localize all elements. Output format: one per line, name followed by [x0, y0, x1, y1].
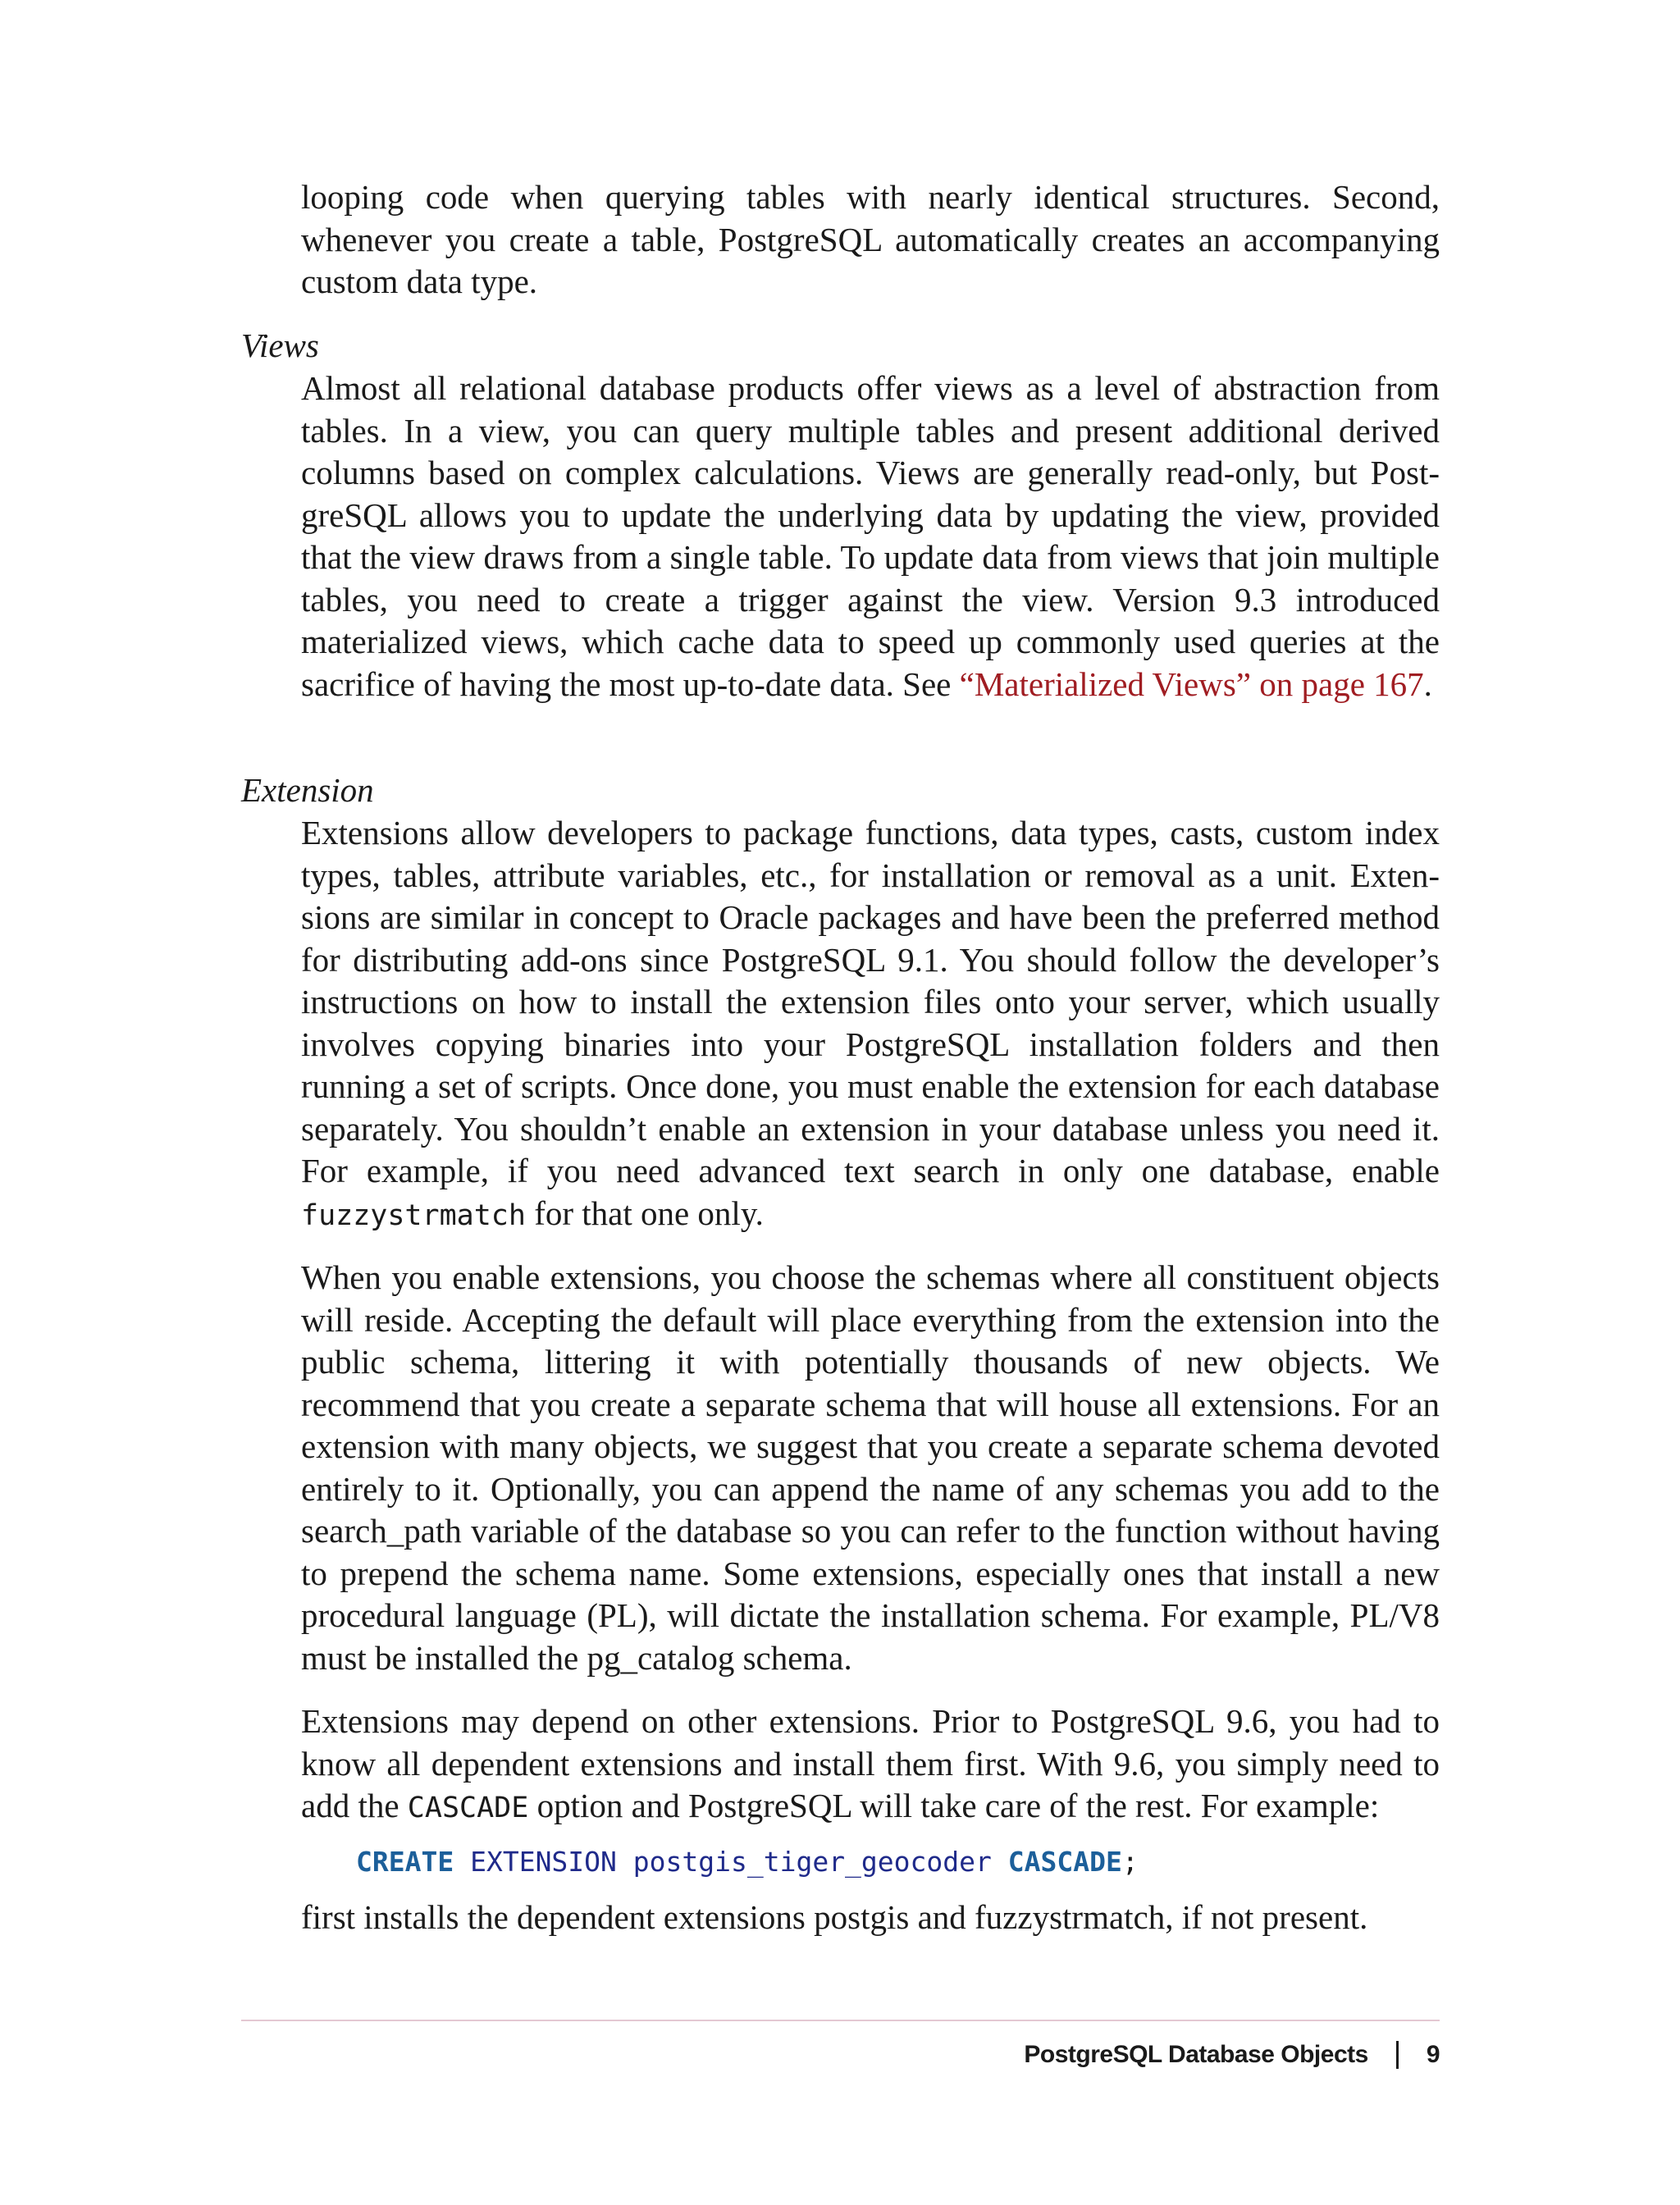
- types-text: looping code when querying tables with nearly identical structures. Second, whenever you create a table, PostgreSQL automatically creates an accompanying custom data type.: [301, 178, 1440, 300]
- extension-p2-text: When you enable extensions, you choose the schemas where all constituent objects will reside. Accepting the default will place everything from the extension into the public schema, littering it with potentially thousands of new objects. We recommend that you create a separate schema that will house all extensions. For an extension with many objects, we suggest that you create a separate schema devoted entirely to it. Optionally, you can append the name of any schemas you add to the search_path variable of the database so you can refer to the function without having to prepend the schema name. Some extensions, especially ones that install a new procedural language (PL), will dictate the installation schema. For example, PL/V8 must be installed the pg_catalog schema.: [301, 1258, 1440, 1677]
- extension-p4-text: first installs the dependent extensions postgis and fuzzystrmatch, if not present.: [301, 1898, 1368, 1936]
- extension-p3-text: Extensions may depend on other extensions. Prior to PostgreSQL 9.6, you had to know all dependent extensions and install them first. With 9.6, you simply need to add the: [301, 1702, 1440, 1824]
- code-keyword-extension: EXTENSION: [470, 1846, 617, 1878]
- views-text: [301, 368, 1440, 705]
- extension-p1-text: Extensions allow developers to package functions, data types, casts, custom index types, tables, attribute variables, etc., for installation or removal as a unit. Extensions are similar in concept to Oracle packages and have been the preferred method for distributing add-ons since PostgreSQL 9.1. You should follow the developer’s instructions on how to install the extension files onto your server, which usually involves copying binaries into your PostgreSQL installation folders and then running a set of scripts. Once done, you must enable the extension for each database separately. You shouldn’t enable an extension in your database unless you need it. For example, if you need advanced text search in only one database, enable: [301, 814, 1440, 1189]
- code-extension-name: postgis_tiger_geocoder: [632, 1846, 992, 1878]
- extension-p3: [301, 1701, 1440, 1830]
- footer-section-title: PostgreSQL Database Objects: [1024, 2041, 1368, 2068]
- extension-definition: [301, 812, 1440, 1237]
- views-definition: [301, 368, 1440, 705]
- materialized-views-link[interactable]: “Materialized Views” on page 167: [959, 664, 1424, 703]
- extension-p3-end: option and PostgreSQL will take care of the rest. For example:: [528, 1787, 1380, 1824]
- fuzzystrmatch-code: fuzzystrmatch: [301, 1198, 526, 1232]
- running-footer: [1024, 2041, 1440, 2069]
- code-keyword-create: CREATE: [356, 1846, 454, 1878]
- extension-p1-end: for that one only.: [525, 1194, 764, 1232]
- extension-paragraph-2: [301, 1257, 1440, 1679]
- code-semicolon: ;: [1121, 1846, 1139, 1878]
- extension-paragraph-3: [301, 1701, 1440, 1830]
- footer-separator: [1396, 2041, 1399, 2069]
- views-end: .: [1423, 664, 1432, 703]
- page-number: 9: [1426, 2041, 1440, 2068]
- cascade-code: CASCADE: [407, 1792, 529, 1824]
- views-body: Almost all relational database products offer views as a level of abstraction from tables. In a view, you can query multiple tables and present additional derived columns based on complex calculations. Views are generally read-only, but PostgreSQL allows you to update the underlying data by updating the view, provided that the view draws from a single table. To update data from views that join multiple tables, you need to create a trigger against the view. Version 9.3 introduced materialized views, which cache data to speed up commonly used queries at the sacrifice of having the most up-to-date data. See: [301, 369, 1440, 703]
- term-views: Views: [241, 326, 319, 364]
- footer-divider: [241, 2020, 1440, 2021]
- code-keyword-cascade: CASCADE: [1007, 1846, 1122, 1878]
- extension-paragraph-1: [301, 812, 1440, 1237]
- code-example: [356, 1844, 1139, 1880]
- types-paragraph-continuation: [301, 176, 1440, 304]
- extension-paragraph-4: [301, 1897, 1440, 1939]
- term-extension: Extension: [241, 771, 374, 809]
